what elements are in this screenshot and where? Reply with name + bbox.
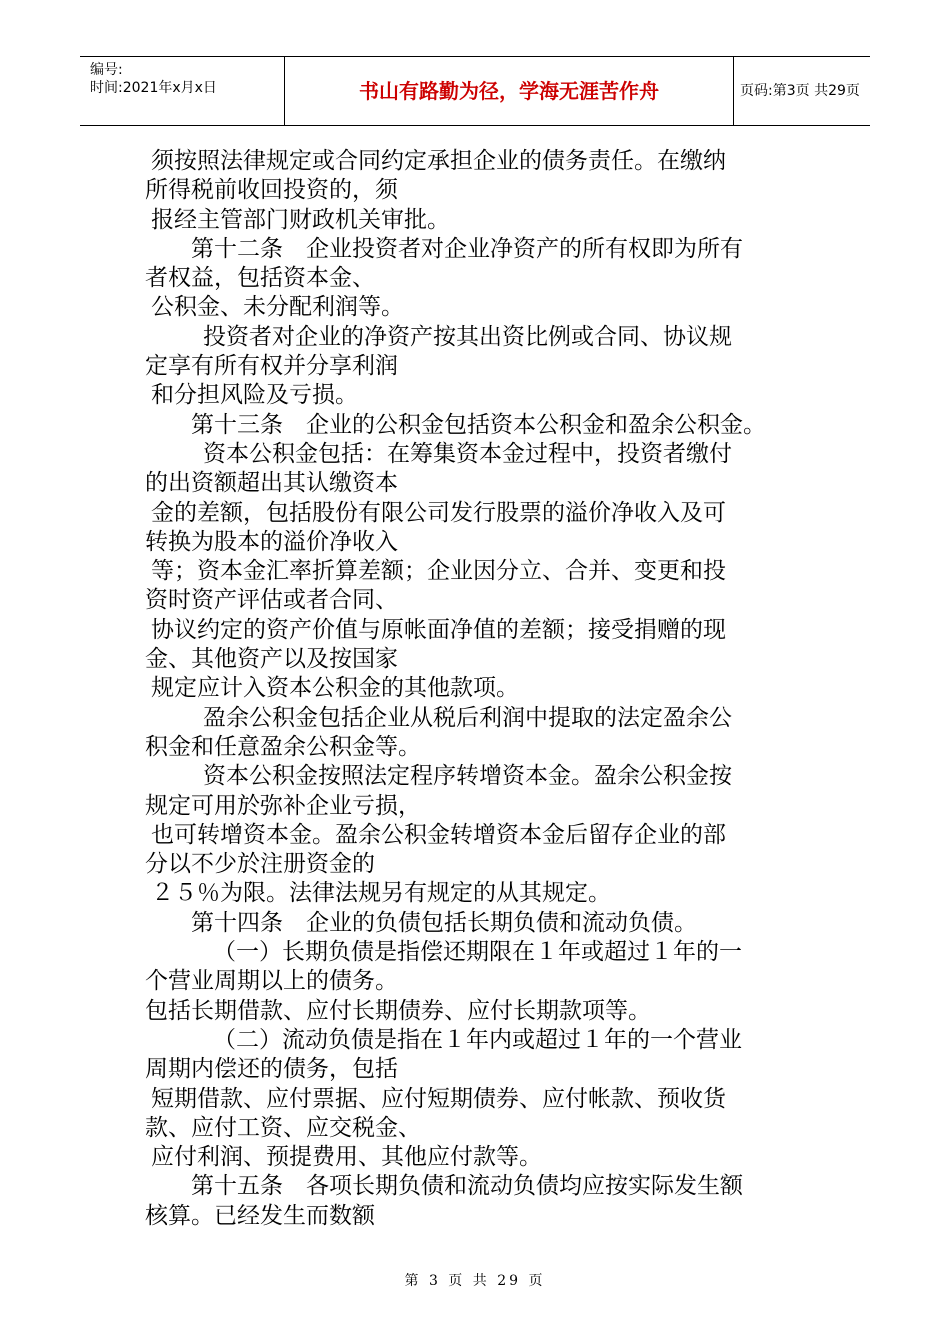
page-footer: 第 3 页 共 29 页: [404, 1273, 546, 1289]
body-line: 金、其他资产以及按国家: [145, 646, 398, 673]
header-meta: [90, 61, 280, 97]
page-header: [80, 56, 870, 126]
header-divider-right: [733, 57, 734, 125]
body-line: 第十二条 企业投资者对企业净资产的所有权即为所有: [191, 235, 743, 262]
body-line: 也可转增资本金。盈余公积金转增资本金后留存企业的部: [151, 821, 726, 848]
body-line: 资本公积金按照法定程序转增资本金。盈余公积金按: [203, 763, 732, 790]
body-line: ２５％为限。法律法规另有规定的从其规定。: [151, 880, 611, 907]
body-line: 周期内偿还的债务，包括: [145, 1056, 398, 1083]
body-line: 盈余公积金包括企业从税后利润中提取的法定盈余公: [203, 704, 732, 731]
body-line: 所得税前收回投资的，须: [145, 177, 398, 204]
body-line: 的出资额超出其认缴资本: [145, 470, 398, 497]
body-line: 等；资本金汇率折算差额；企业因分立、合并、变更和投: [151, 558, 726, 585]
body-line: 公积金、未分配利润等。: [151, 294, 404, 321]
body-line: 资时资产评估或者合同、: [145, 587, 398, 614]
body-line: 积金和任意盈余公积金等。: [145, 733, 421, 760]
body-line: 转换为股本的溢价净收入: [145, 528, 398, 555]
body-line: 个营业周期以上的债务。: [145, 968, 398, 995]
body-line: 包括长期借款、应付长期债券、应付长期款项等。: [145, 997, 651, 1024]
body-line: 第十五条 各项长期负债和流动负债均应按实际发生额: [191, 1173, 743, 1200]
document-body: [145, 147, 825, 1231]
body-line: 报经主管部门财政机关审批。: [151, 206, 450, 233]
body-line: 投资者对企业的净资产按其出资比例或合同、协议规: [203, 323, 732, 350]
body-line: 须按照法律规定或合同约定承担企业的债务责任。在缴纳: [151, 148, 726, 174]
body-line: 第十三条 企业的公积金包括资本公积金和盈余公积金。: [191, 411, 766, 438]
body-line: （一）长期负债是指偿还期限在１年或超过１年的一: [213, 939, 742, 966]
body-line: 协议约定的资产价值与原帐面净值的差额；接受捐赠的现: [151, 616, 726, 643]
body-line: 第十四条 企业的负债包括长期负债和流动负债。: [191, 909, 697, 936]
document-time-label: 时间:2021年x月x日: [90, 80, 217, 96]
body-line: 和分担风险及亏损。: [151, 382, 358, 409]
header-motto: 书山有路勤为径，学海无涯苦作舟: [359, 79, 659, 103]
body-line: （二）流动负债是指在１年内或超过１年的一个营业: [213, 1026, 742, 1053]
header-page-info: 页码:第3页 共29页: [740, 83, 860, 99]
body-line: 金的差额，包括股份有限公司发行股票的溢价净收入及可: [151, 499, 726, 526]
body-line: 核算。已经发生而数额: [145, 1202, 375, 1229]
body-line: 者权益，包括资本金、: [145, 265, 375, 292]
body-line: 款、应付工资、应交税金、: [145, 1114, 421, 1141]
body-line: 定享有所有权并分享利润: [145, 353, 398, 380]
body-line: 短期借款、应付票据、应付短期债券、应付帐款、预收货: [151, 1085, 726, 1112]
body-line: 规定应计入资本公积金的其他款项。: [151, 675, 519, 702]
body-line: 应付利润、预提费用、其他应付款等。: [151, 1144, 542, 1171]
body-line: 资本公积金包括：在筹集资本金过程中，投资者缴付: [203, 440, 732, 467]
body-line: 分以不少於注册资金的: [145, 851, 375, 878]
body-line: 规定可用於弥补企业亏损，: [145, 792, 421, 819]
document-number-label: 编号:: [90, 62, 123, 78]
